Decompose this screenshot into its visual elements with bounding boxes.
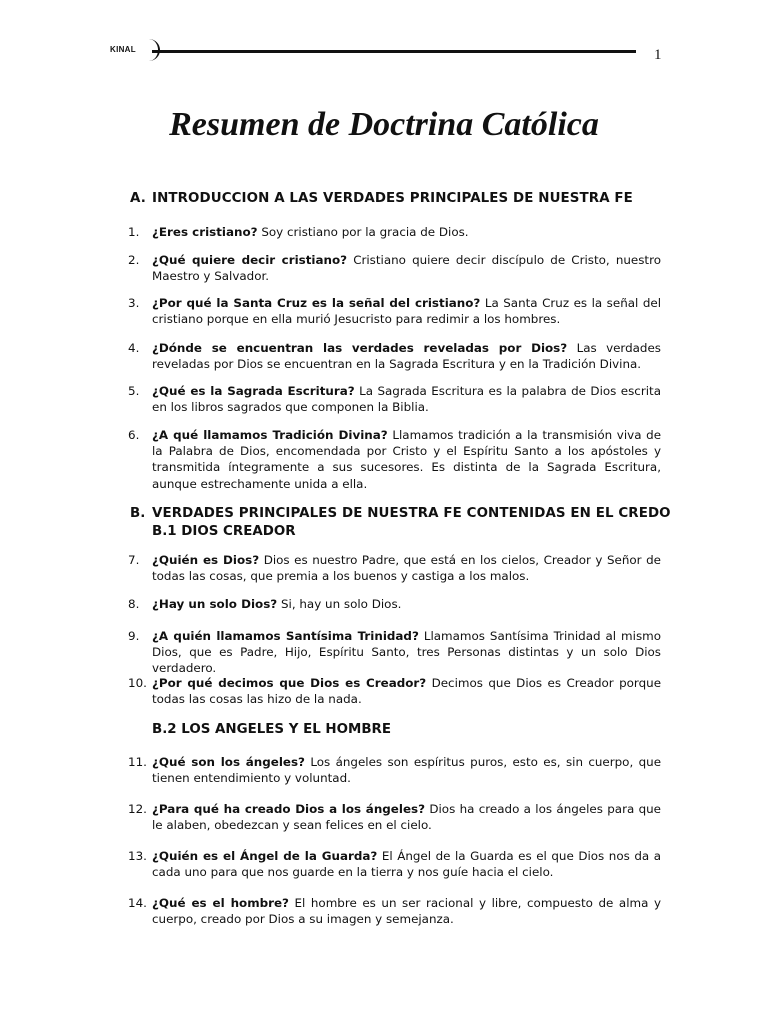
item-question: ¿Quién es el Ángel de la Guarda? xyxy=(152,849,378,863)
item-question: ¿Qué es el hombre? xyxy=(152,896,289,910)
list-item xyxy=(128,596,661,612)
list-item xyxy=(128,848,661,880)
item-number: 8. xyxy=(128,597,140,611)
kinal-logo: KINAL xyxy=(110,45,136,54)
item-question: ¿A quién llamamos Santísima Trinidad? xyxy=(152,629,419,643)
item-answer: Decimos que Dios es Creador porque todas las cosas las hizo de la nada. xyxy=(152,676,662,707)
item-number: 1. xyxy=(128,225,140,239)
list-item xyxy=(128,295,661,327)
item-answer: Si, hay un solo Dios. xyxy=(277,597,402,611)
subsection-b2-heading: B.2 LOS ANGELES Y EL HOMBRE xyxy=(152,722,391,737)
item-answer: La Sagrada Escritura es la palabra de Dios escrita en los libros sagrados que componen la Biblia. xyxy=(152,384,661,415)
section-b-letter: B. xyxy=(130,506,146,521)
list-item xyxy=(128,340,661,372)
item-answer: La Santa Cruz es la señal del cristiano porque en ella murió Jesucristo para redimir a los hombres. xyxy=(152,296,661,327)
item-number: 7. xyxy=(128,553,140,567)
list-item xyxy=(128,552,661,584)
item-question: ¿Hay un solo Dios? xyxy=(152,597,278,611)
item-answer: El Ángel de la Guarda es el que Dios nos da a cada uno para que nos guarde en la tierra y nos guíe hacia el cielo. xyxy=(152,849,661,880)
item-question: ¿Para qué ha creado Dios a los ángeles? xyxy=(152,802,425,816)
item-answer: Llamamos tradición a la transmisión viva de la Palabra de Dios, encomendada por Cristo y el Espíritu Santo a los apóstoles y transmitida íntegramente a sus sucesores. Es distinta de la Sagrada Escritura, aunque estrechamente unida a ella. xyxy=(152,428,662,491)
item-question: ¿Qué quiere decir cristiano? xyxy=(152,253,348,267)
item-number: 2. xyxy=(128,253,140,267)
item-answer: Soy cristiano por la gracia de Dios. xyxy=(257,225,469,239)
section-b-heading xyxy=(130,506,671,521)
document-title: Resumen de Doctrina Católica xyxy=(169,106,599,143)
item-number: 3. xyxy=(128,296,140,310)
item-answer: Llamamos Santísima Trinidad al mismo Dios, que es Padre, Hijo, Espíritu Santo, tres Personas distintas y un solo Dios verdadero. xyxy=(152,629,661,676)
item-question: ¿Por qué la Santa Cruz es la señal del cristiano? xyxy=(152,296,481,310)
list-item xyxy=(128,252,661,284)
section-a-title: INTRODUCCION A LAS VERDADES PRINCIPALES DE NUESTRA FE xyxy=(152,191,633,206)
item-number: 11. xyxy=(128,755,147,769)
list-item xyxy=(128,224,661,240)
item-number: 13. xyxy=(128,849,147,863)
item-question: ¿Eres cristiano? xyxy=(152,225,258,239)
item-answer: El hombre es un ser racional y libre, compuesto de alma y cuerpo, creado por Dios a su imagen y semejanza. xyxy=(152,896,661,927)
item-number: 4. xyxy=(128,341,140,355)
item-number: 5. xyxy=(128,384,140,398)
section-b-title: VERDADES PRINCIPALES DE NUESTRA FE CONTENIDAS EN EL CREDO xyxy=(152,506,671,521)
item-number: 9. xyxy=(128,629,140,643)
item-question: ¿Dónde se encuentran las verdades reveladas por Dios? xyxy=(152,341,568,355)
item-number: 6. xyxy=(128,428,140,442)
item-answer: Dios ha creado a los ángeles para que le alaben, obedezcan y sean felices en el cielo. xyxy=(152,802,661,833)
item-question: ¿Por qué decimos que Dios es Creador? xyxy=(152,676,427,690)
item-number: 12. xyxy=(128,802,147,816)
list-item xyxy=(128,895,661,927)
item-question: ¿A qué llamamos Tradición Divina? xyxy=(152,428,388,442)
item-answer: Los ángeles son espíritus puros, esto es, sin cuerpo, que tienen entendimiento y voluntad. xyxy=(152,755,662,786)
list-item xyxy=(128,628,661,677)
list-item xyxy=(128,754,661,786)
section-a-heading xyxy=(130,191,633,206)
item-answer: Cristiano quiere decir discípulo de Cristo, nuestro Maestro y Salvador. xyxy=(152,253,662,284)
header-rule xyxy=(152,50,636,53)
page-number: 1 xyxy=(654,47,662,63)
item-question: ¿Qué es la Sagrada Escritura? xyxy=(152,384,355,398)
item-question: ¿Qué son los ángeles? xyxy=(152,755,305,769)
item-number: 10. xyxy=(128,676,147,690)
item-number: 14. xyxy=(128,896,147,910)
item-answer: Dios es nuestro Padre, que está en los cielos, Creador y Señor de todas las cosas, que premia a los buenos y castiga a los malos. xyxy=(152,553,661,584)
item-question: ¿Quién es Dios? xyxy=(152,553,260,567)
subsection-b1-heading: B.1 DIOS CREADOR xyxy=(152,524,296,539)
section-a-letter: A. xyxy=(130,191,146,206)
list-item xyxy=(128,801,661,833)
page-header xyxy=(108,42,668,66)
list-item xyxy=(128,427,661,492)
list-item xyxy=(128,675,661,707)
list-item xyxy=(128,383,661,415)
item-answer: Las verdades reveladas por Dios se encuentran en la Sagrada Escritura y en la Tradición Divina. xyxy=(152,341,661,372)
